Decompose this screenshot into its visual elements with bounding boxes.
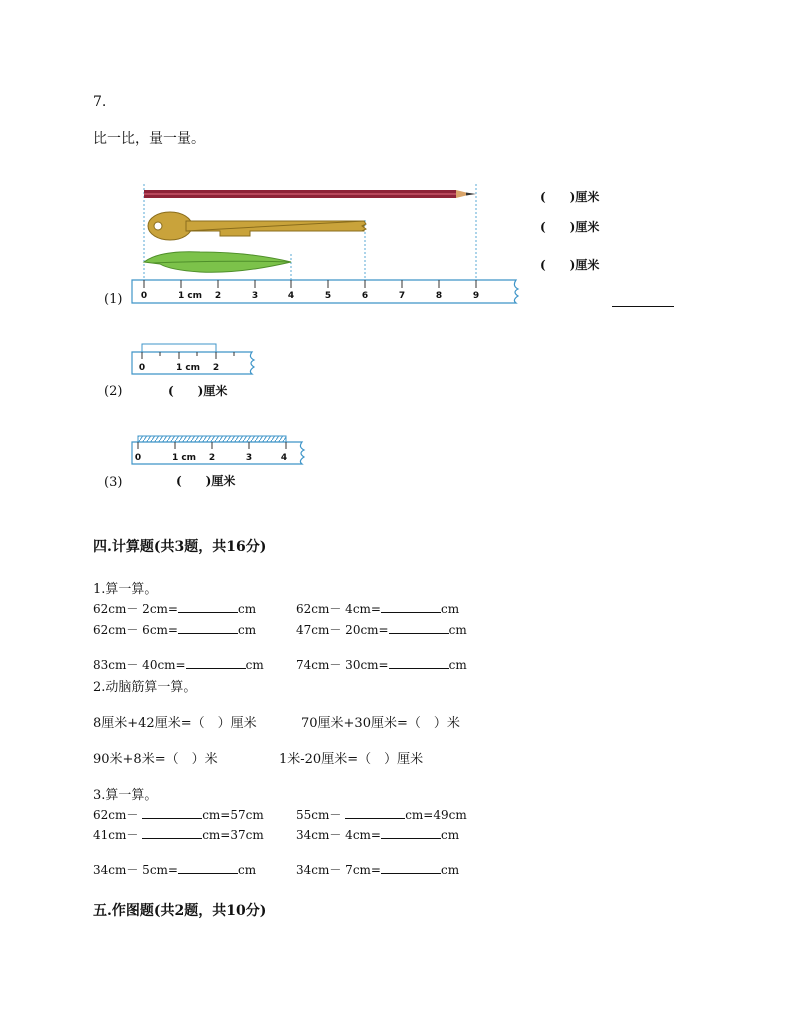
part1-label: (1) [104,292,123,307]
q1-title: 1.算一算。 [93,582,158,597]
tick-label: 2 [214,291,222,301]
tick-label: 4 [287,291,295,301]
answer-blank[interactable] [389,621,449,634]
answer-blank-pencil[interactable]: ( )厘米 [540,190,600,204]
q1-item: 62cm－ 4cm= cm [296,602,460,616]
answer-blank[interactable] [178,861,238,874]
answer-blank[interactable] [345,806,405,819]
answer-blank[interactable] [178,621,238,634]
answer-blank-leaf[interactable]: ( )厘米 [540,258,600,272]
tick-label: 2 [212,363,220,373]
object-bar [142,344,216,352]
q3-item: 34cm－ 4cm= cm [296,828,460,842]
q2-item: 70厘米+30厘米=（ ）米 [301,716,460,731]
answer-blank[interactable] [381,861,441,874]
q3-item: 62cm－ cm=57cm [93,808,264,822]
ruler-figure-1 [100,176,690,316]
q1-item: 74cm－ 30cm= cm [296,658,467,672]
ruler-figure-2 [128,342,258,378]
q3-item: 34cm－ 7cm= cm [296,863,460,877]
question-instruction: 比一比，量一量。 [93,131,205,147]
q3-item: 41cm－ cm=37cm [93,828,264,842]
answer-blank[interactable] [381,826,441,839]
tick-label: 1 cm [175,363,201,373]
answer-line [612,306,674,307]
section5-title: 五.作图题(共2题，共10分) [93,903,267,919]
tick-label: 1 cm [177,291,203,301]
answer-blank-key[interactable]: ( )厘米 [540,220,600,234]
answer-blank[interactable] [142,826,202,839]
answer-blank[interactable] [178,600,238,613]
tick-label: 3 [245,453,253,463]
tick-label: 6 [361,291,369,301]
tick-label: 4 [280,453,288,463]
q3-title: 3.算一算。 [93,788,158,803]
leaf-icon [144,252,291,273]
object-bar [138,436,286,442]
tick-label: 0 [134,453,142,463]
answer-blank[interactable] [142,806,202,819]
tick-label: 0 [140,291,148,301]
tick-label: 1 cm [171,453,197,463]
answer-blank-part3[interactable]: ( )厘米 [176,474,236,488]
q2-item: 1米-20厘米=（ ）厘米 [279,752,424,767]
ruler-figure-3 [128,434,308,470]
q1-item: 47cm－ 20cm= cm [296,623,467,637]
q1-item: 62cm－ 6cm= cm [93,623,257,637]
q1-item: 62cm－ 2cm= cm [93,602,257,616]
ruler-3 [132,442,304,464]
tick-label: 0 [138,363,146,373]
answer-blank[interactable] [389,656,449,669]
q2-item: 8厘米+42厘米=（ ）厘米 [93,716,257,731]
ruler-1 [132,280,518,303]
tick-label: 9 [472,291,480,301]
tick-label: 7 [398,291,406,301]
answer-blank[interactable] [381,600,441,613]
tick-label: 8 [435,291,443,301]
pencil-icon [144,190,476,198]
question-number: 7. [93,94,107,110]
tick-label: 3 [251,291,259,301]
q3-item: 34cm－ 5cm= cm [93,863,257,877]
q2-item: 90米+8米=（ ）米 [93,752,218,767]
key-icon [148,212,366,240]
part3-label: (3) [104,475,123,490]
answer-blank[interactable] [186,656,246,669]
q1-item: 83cm－ 40cm= cm [93,658,264,672]
section4-title: 四.计算题(共3题，共16分) [93,539,267,555]
answer-blank-part2[interactable]: ( )厘米 [168,384,228,398]
q2-title: 2.动脑筋算一算。 [93,680,197,695]
part2-label: (2) [104,384,123,399]
tick-label: 5 [324,291,332,301]
q3-item: 55cm－ cm=49cm [296,808,467,822]
tick-label: 2 [208,453,216,463]
